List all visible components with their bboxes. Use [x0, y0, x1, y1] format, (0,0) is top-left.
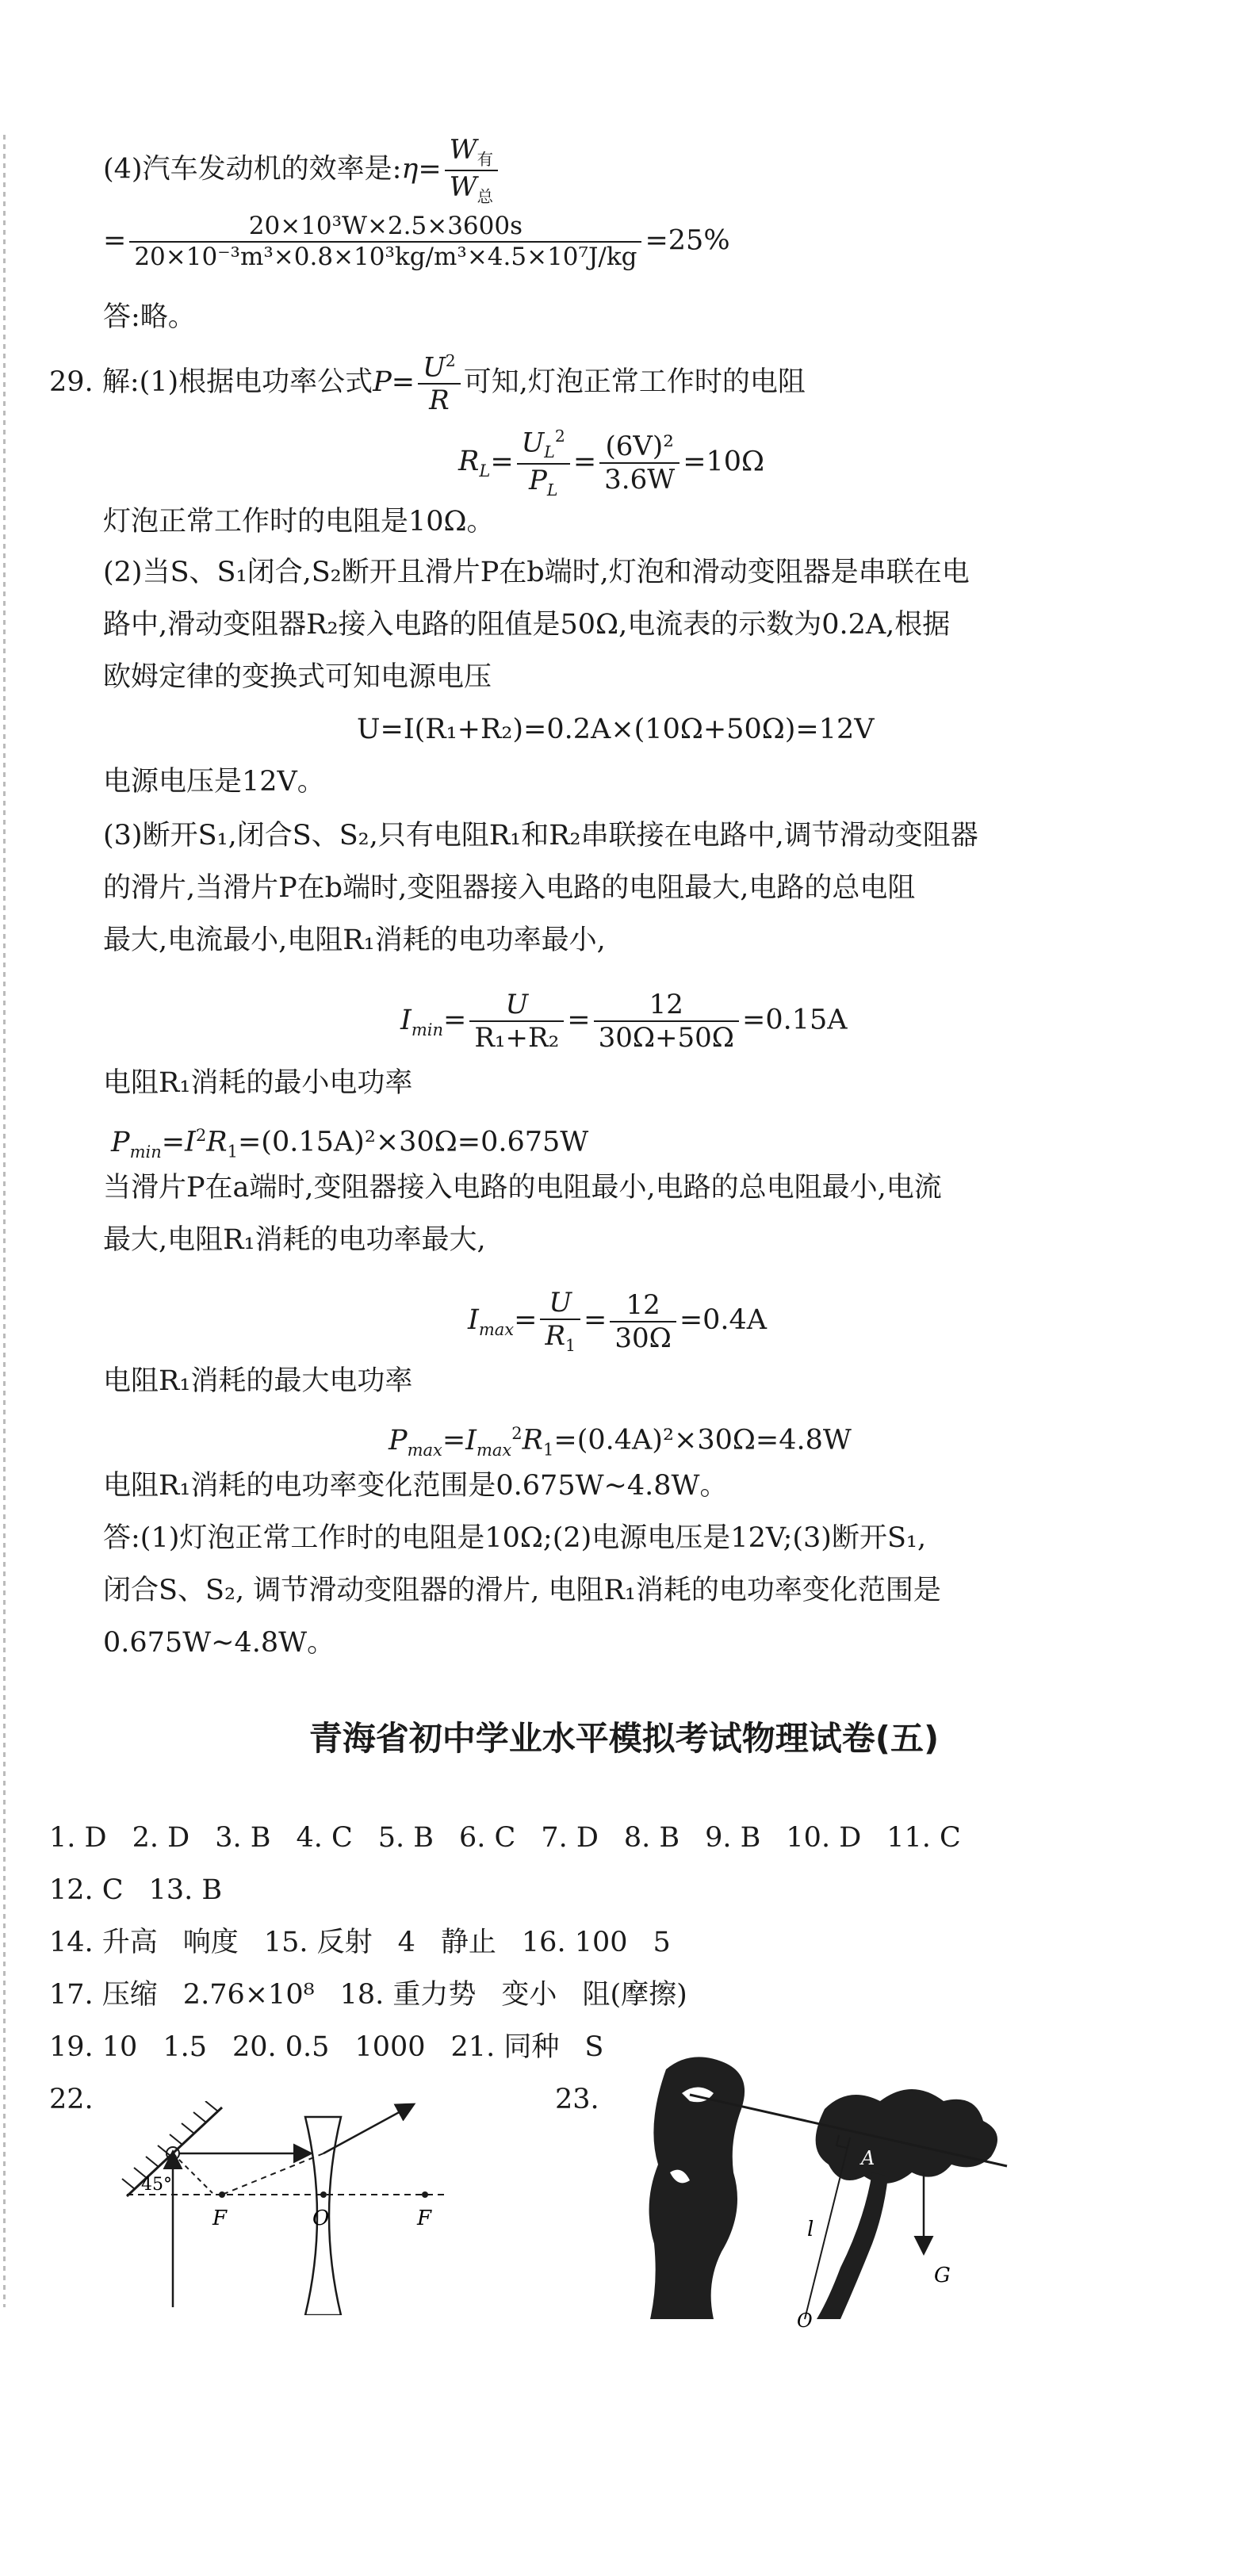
q29-answer-line1: 答:(1)灯泡正常工作时的电阻是10Ω;(2)电源电压是12V;(3)断开S₁, — [103, 1522, 927, 1554]
answer-item: 20. 0.5 — [232, 2031, 330, 2063]
answers-row-4 — [49, 1977, 713, 2012]
answer-item: 1000 — [354, 2031, 426, 2063]
focus-left — [219, 2191, 225, 2198]
q29-number: 29. — [49, 366, 94, 399]
pmax-eq: =(0.4A)²×30Ω=4.8W — [553, 1424, 852, 1456]
answer-item: 21. 同种 — [450, 2031, 560, 2063]
g-label: G — [934, 2264, 951, 2287]
q29-voltage-conclusion: 电源电压是12V。 — [103, 766, 325, 798]
q29-answer-line3: 0.675W~4.8W。 — [103, 1627, 335, 1659]
q28-calculation — [103, 214, 730, 270]
o-label: O — [312, 2207, 330, 2230]
imin-frac-1 — [469, 989, 564, 1054]
answer-item: 15. 反射 — [263, 1927, 373, 1958]
imax-equation: $I_{max}=$ $\frac{U}{R_1}$ = $\frac{12}{30\Omega}$ =0.4A — [468, 1287, 768, 1355]
exam-title: 青海省初中学业水平模拟考试物理试卷(五) — [308, 1719, 940, 1758]
normal-line — [173, 2153, 212, 2193]
answer-item: 响度 — [182, 1927, 239, 1958]
imin-u: U — [505, 989, 529, 1020]
q29-rl-conclusion: 灯泡正常工作时的电阻是10Ω。 — [103, 506, 495, 538]
q29-p2-line1: (2)当S、S₁闭合,S₂断开且滑片P在b端时,灯泡和滑动变阻器是串联在电 — [103, 557, 970, 588]
answers-row-1 — [49, 1820, 986, 1855]
efficiency-fraction — [445, 136, 498, 205]
imax-frac-2 — [610, 1288, 676, 1354]
imin-den: 30Ω+50Ω — [598, 1022, 734, 1054]
answer-item: 9. B — [705, 1822, 761, 1854]
answer-item: 18. 重力势 — [339, 1979, 477, 2011]
q29-answer-line2: 闭合S、S₂, 调节滑动变阻器的滑片, 电阻R₁消耗的电功率变化范围是 — [103, 1575, 941, 1606]
f-right-label: F — [417, 2207, 432, 2230]
voltage-equation: U=I(R₁+R₂)=0.2A×(10Ω+50Ω)=12V — [357, 714, 875, 745]
imin-r-sum: R₁+R₂ — [474, 1022, 560, 1054]
q28-intro: (4)汽车发动机的效率是: — [103, 153, 402, 186]
w-total: W — [449, 171, 477, 204]
answer-item: 11. C — [886, 1822, 961, 1854]
a-label: A — [861, 2147, 875, 2169]
q29-p4-line2: 最大,电阻R₁消耗的电功率最大, — [103, 1224, 486, 1256]
answer-item: 3. B — [215, 1822, 271, 1854]
answer-item: 12. C — [49, 1874, 124, 1906]
refracted-ray — [323, 2105, 412, 2153]
calc-numerator: 20×10³W×2.5×3600s — [129, 214, 641, 243]
q29-p3-line3: 最大,电流最小,电阻R₁消耗的电功率最小, — [103, 924, 606, 956]
power-formula-fraction: $\frac{U^2}{R}$ — [418, 353, 461, 414]
imax-num: 12 — [610, 1292, 676, 1322]
calc-result: =25% — [645, 224, 730, 257]
ray-extension — [222, 2153, 323, 2195]
page-edge-dots — [3, 135, 6, 2307]
w-total-sub: 总 — [477, 187, 494, 206]
answer-item: 2.76×10⁸ — [182, 1979, 315, 2011]
f-left-label: F — [212, 2207, 228, 2230]
angle-label: 45° — [141, 2175, 172, 2195]
l-label: l — [807, 2218, 814, 2241]
rl-frac-2 — [599, 430, 680, 496]
q23-lever-diagram — [634, 2046, 1015, 2331]
q29-l1b: 可知,灯泡正常工作时的电阻 — [463, 366, 806, 399]
w-useful: W — [449, 134, 477, 166]
answer-item: 17. 压缩 — [49, 1979, 158, 2011]
q22-optics-diagram — [111, 2101, 539, 2315]
calc-denominator: 20×10⁻³m³×0.8×10³kg/m³×4.5×10⁷J/kg — [134, 243, 637, 271]
imin-equation: $I_{min}=$ $\frac{U}{\text{R₁+R₂}}$ = $\frac{12}{30\Omega+50\Omega}$ =0.15A — [400, 989, 848, 1054]
answer-item: 8. B — [623, 1822, 680, 1854]
rl-result: =10Ω — [683, 446, 765, 478]
answer-item: S — [584, 2031, 604, 2063]
answer-item: 6. C — [459, 1822, 516, 1854]
answer-item: 4. C — [296, 1822, 353, 1854]
answer-item: 16. 100 — [521, 1927, 628, 1958]
pmin-eq: =(0.15A)²×30Ω=0.675W — [237, 1126, 589, 1158]
answer-item: 变小 — [501, 1979, 557, 2011]
answer-item: 5 — [653, 1927, 671, 1958]
answer-item: 7. D — [541, 1822, 599, 1854]
q29-l1a: 解:(1)根据电功率公式 — [101, 366, 373, 399]
answer-item: 4 — [397, 1927, 415, 1958]
equals-sign: = — [103, 224, 127, 257]
q28-answer: 答:略。 — [103, 301, 196, 333]
power-range: 电阻R₁消耗的电功率变化范围是0.675W~4.8W。 — [103, 1470, 728, 1502]
answers-row-3 — [49, 1925, 696, 1960]
imin-result: =0.15A — [742, 1004, 848, 1036]
imin-frac-2 — [594, 989, 739, 1054]
q28-efficiency-line — [103, 136, 501, 205]
answers-row-2 — [49, 1873, 247, 1908]
rl-num: (6V)² — [599, 433, 680, 464]
q22-number: 22. — [49, 2084, 94, 2115]
focus-right — [422, 2191, 428, 2198]
answers-row-5 — [49, 2030, 629, 2065]
imax-frac-1: $\frac{U}{R_1}$ — [540, 1289, 580, 1353]
answer-item: 2. D — [132, 1822, 190, 1854]
pmin-equation: $P_{min}=I^2R_1=(0.15A)^2\times 30\Omega=0.675W$ — [111, 1126, 589, 1162]
pmax-label: 电阻R₁消耗的最大电功率 — [103, 1365, 413, 1397]
imin-num: 12 — [594, 991, 739, 1022]
optical-center — [320, 2191, 327, 2198]
q29-p2-line2: 路中,滑动变阻器R₂接入电路的阻值是50Ω,电流表的示数为0.2A,根据 — [103, 609, 951, 641]
answer-item: 静止 — [440, 1927, 496, 1958]
answer-item: 5. B — [377, 1822, 434, 1854]
eta-symbol: η= — [401, 153, 442, 186]
answer-item: 1.5 — [163, 2031, 207, 2063]
q29-p2-line3: 欧姆定律的变换式可知电源电压 — [103, 661, 492, 693]
answer-item: 阻(摩擦) — [582, 1979, 687, 2011]
answer-item: 10. D — [786, 1822, 862, 1854]
q29-p4-line1: 当滑片P在a端时,变阻器接入电路的电阻最小,电路的总电阻最小,电流 — [103, 1172, 942, 1204]
fulcrum-o-label: O — [797, 2310, 813, 2331]
rl-equation: $R_L=$ $\frac{U_L^2}{P_L}$ = $\frac{\text{(6V)²}}{3.6W}$ =10Ω — [458, 427, 765, 500]
rl-den: 3.6W — [604, 463, 676, 496]
pmin-label: 电阻R₁消耗的最小电功率 — [103, 1067, 413, 1099]
pmax-equation: $P_{max}=I_{max}^2R_1=(0.4A)^2\times 30\Omega=4.8W$ — [389, 1424, 852, 1460]
q29-line-1: 29. 解:(1)根据电功率公式P= $\frac{U^2}{R}$ 可知,灯泡正常工作时的电阻 — [49, 351, 806, 417]
answer-item: 1. D — [49, 1822, 107, 1854]
imax-result: =0.4A — [679, 1304, 768, 1337]
rl-frac-1: $\frac{U_L^2}{P_L}$ — [517, 428, 570, 498]
w-useful-sub: 有 — [477, 149, 494, 169]
q29-p3-line1: (3)断开S₁,闭合S、S₂,只有电阻R₁和R₂串联接在电路中,调节滑动变阻器 — [103, 820, 978, 852]
q23-number: 23. — [555, 2084, 599, 2115]
answer-item: 14. 升高 — [49, 1927, 158, 1958]
imax-den: 30Ω — [614, 1322, 672, 1354]
answer-item: 13. B — [148, 1874, 223, 1906]
q29-p3-line2: 的滑片,当滑片P在b端时,变阻器接入电路的电阻最大,电路的总电阻 — [103, 872, 916, 904]
calc-fraction — [129, 214, 641, 270]
answer-item: 19. 10 — [49, 2031, 138, 2063]
